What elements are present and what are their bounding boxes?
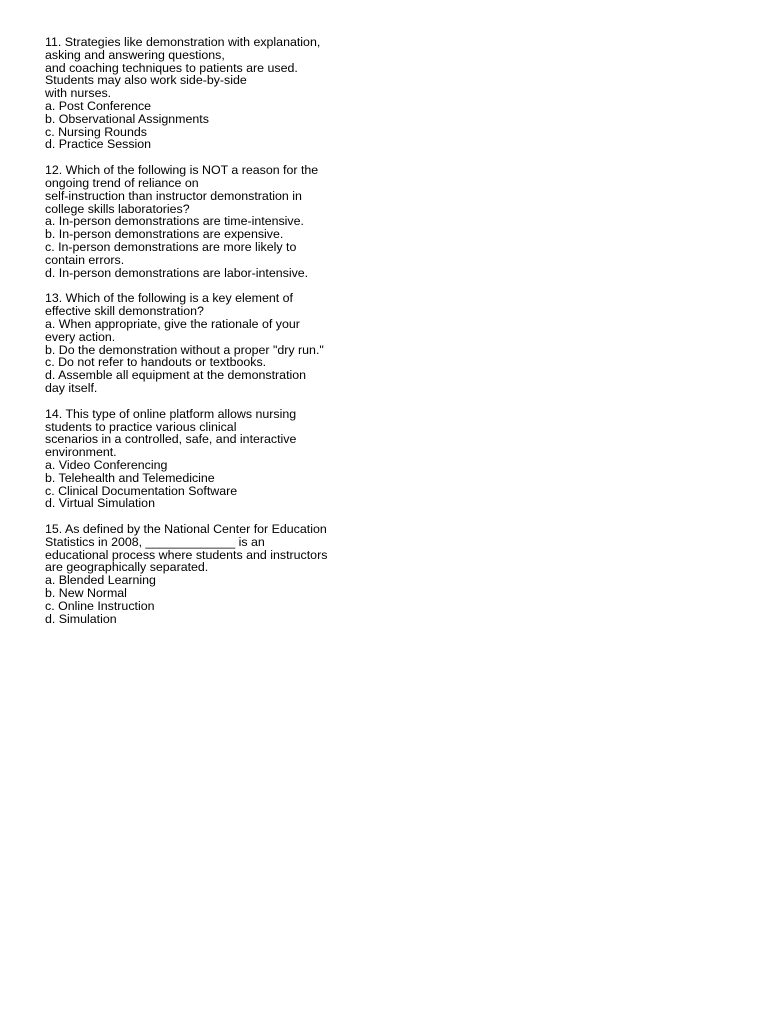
question-stem-line: asking and answering questions, <box>45 47 225 62</box>
question-stem-line: environment. <box>45 445 117 460</box>
question-14 <box>45 408 385 510</box>
answer-option: d. Assemble all equipment at the demonstration <box>45 368 307 383</box>
question-stem-line: 14. This type of online platform allows nursing <box>45 406 297 421</box>
answer-option: b. Do the demonstration without a proper "dry run." <box>45 342 324 357</box>
answer-option: day itself. <box>45 380 98 395</box>
answer-option: contain errors. <box>45 252 125 267</box>
question-stem-line: self-instruction than instructor demonstration in <box>45 188 302 203</box>
answer-option: b. New Normal <box>45 586 127 601</box>
answer-option: d. In-person demonstrations are labor-intensive. <box>45 265 309 280</box>
question-stem-line: 15. As defined by the National Center for Education <box>45 522 327 537</box>
answer-option: d. Virtual Simulation <box>45 496 155 511</box>
answer-option: c. Do not refer to handouts or textbooks. <box>45 355 267 370</box>
answer-option: a. Blended Learning <box>45 573 156 588</box>
answer-option: b. Telehealth and Telemedicine <box>45 470 215 485</box>
question-13 <box>45 292 385 394</box>
answer-option: c. Nursing Rounds <box>45 124 147 139</box>
question-stem-line: 13. Which of the following is a key element of <box>45 291 293 306</box>
answer-option: c. Clinical Documentation Software <box>45 483 238 498</box>
answer-option: c. In-person demonstrations are more likely to <box>45 239 297 254</box>
answer-option: b. Observational Assignments <box>45 111 209 126</box>
answer-option: a. When appropriate, give the rationale of your <box>45 316 300 331</box>
answer-option: b. In-person demonstrations are expensive. <box>45 227 284 242</box>
question-stem-line: effective skill demonstration? <box>45 304 204 319</box>
question-11 <box>45 36 385 151</box>
question-stem-line: 11. Strategies like demonstration with explanation, <box>45 35 321 49</box>
question-stem-line: Students may also work side-by-side <box>45 73 247 88</box>
question-stem-line: and coaching techniques to patients are used. <box>45 60 298 75</box>
answer-option: a. In-person demonstrations are time-intensive. <box>45 214 304 229</box>
document-page <box>45 36 385 638</box>
question-stem-line: ongoing trend of reliance on <box>45 175 199 190</box>
question-stem-line: students to practice various clinical <box>45 419 237 434</box>
question-15 <box>45 523 385 625</box>
question-stem-line: scenarios in a controlled, safe, and interactive <box>45 432 297 447</box>
answer-option: every action. <box>45 329 116 344</box>
answer-option: a. Post Conference <box>45 98 152 113</box>
answer-option: c. Online Instruction <box>45 598 155 613</box>
question-stem-line: Statistics in 2008, _____________ is an <box>45 534 265 549</box>
answer-option: d. Simulation <box>45 611 117 626</box>
question-12 <box>45 164 385 279</box>
question-stem-line: college skills laboratories? <box>45 201 190 216</box>
question-stem-line: 12. Which of the following is NOT a reason for the <box>45 163 319 178</box>
question-stem-line: are geographically separated. <box>45 560 209 575</box>
question-stem-line: educational process where students and instructors <box>45 547 328 562</box>
answer-option: a. Video Conferencing <box>45 457 168 472</box>
answer-option: d. Practice Session <box>45 137 152 152</box>
question-stem-line: with nurses. <box>45 86 112 101</box>
